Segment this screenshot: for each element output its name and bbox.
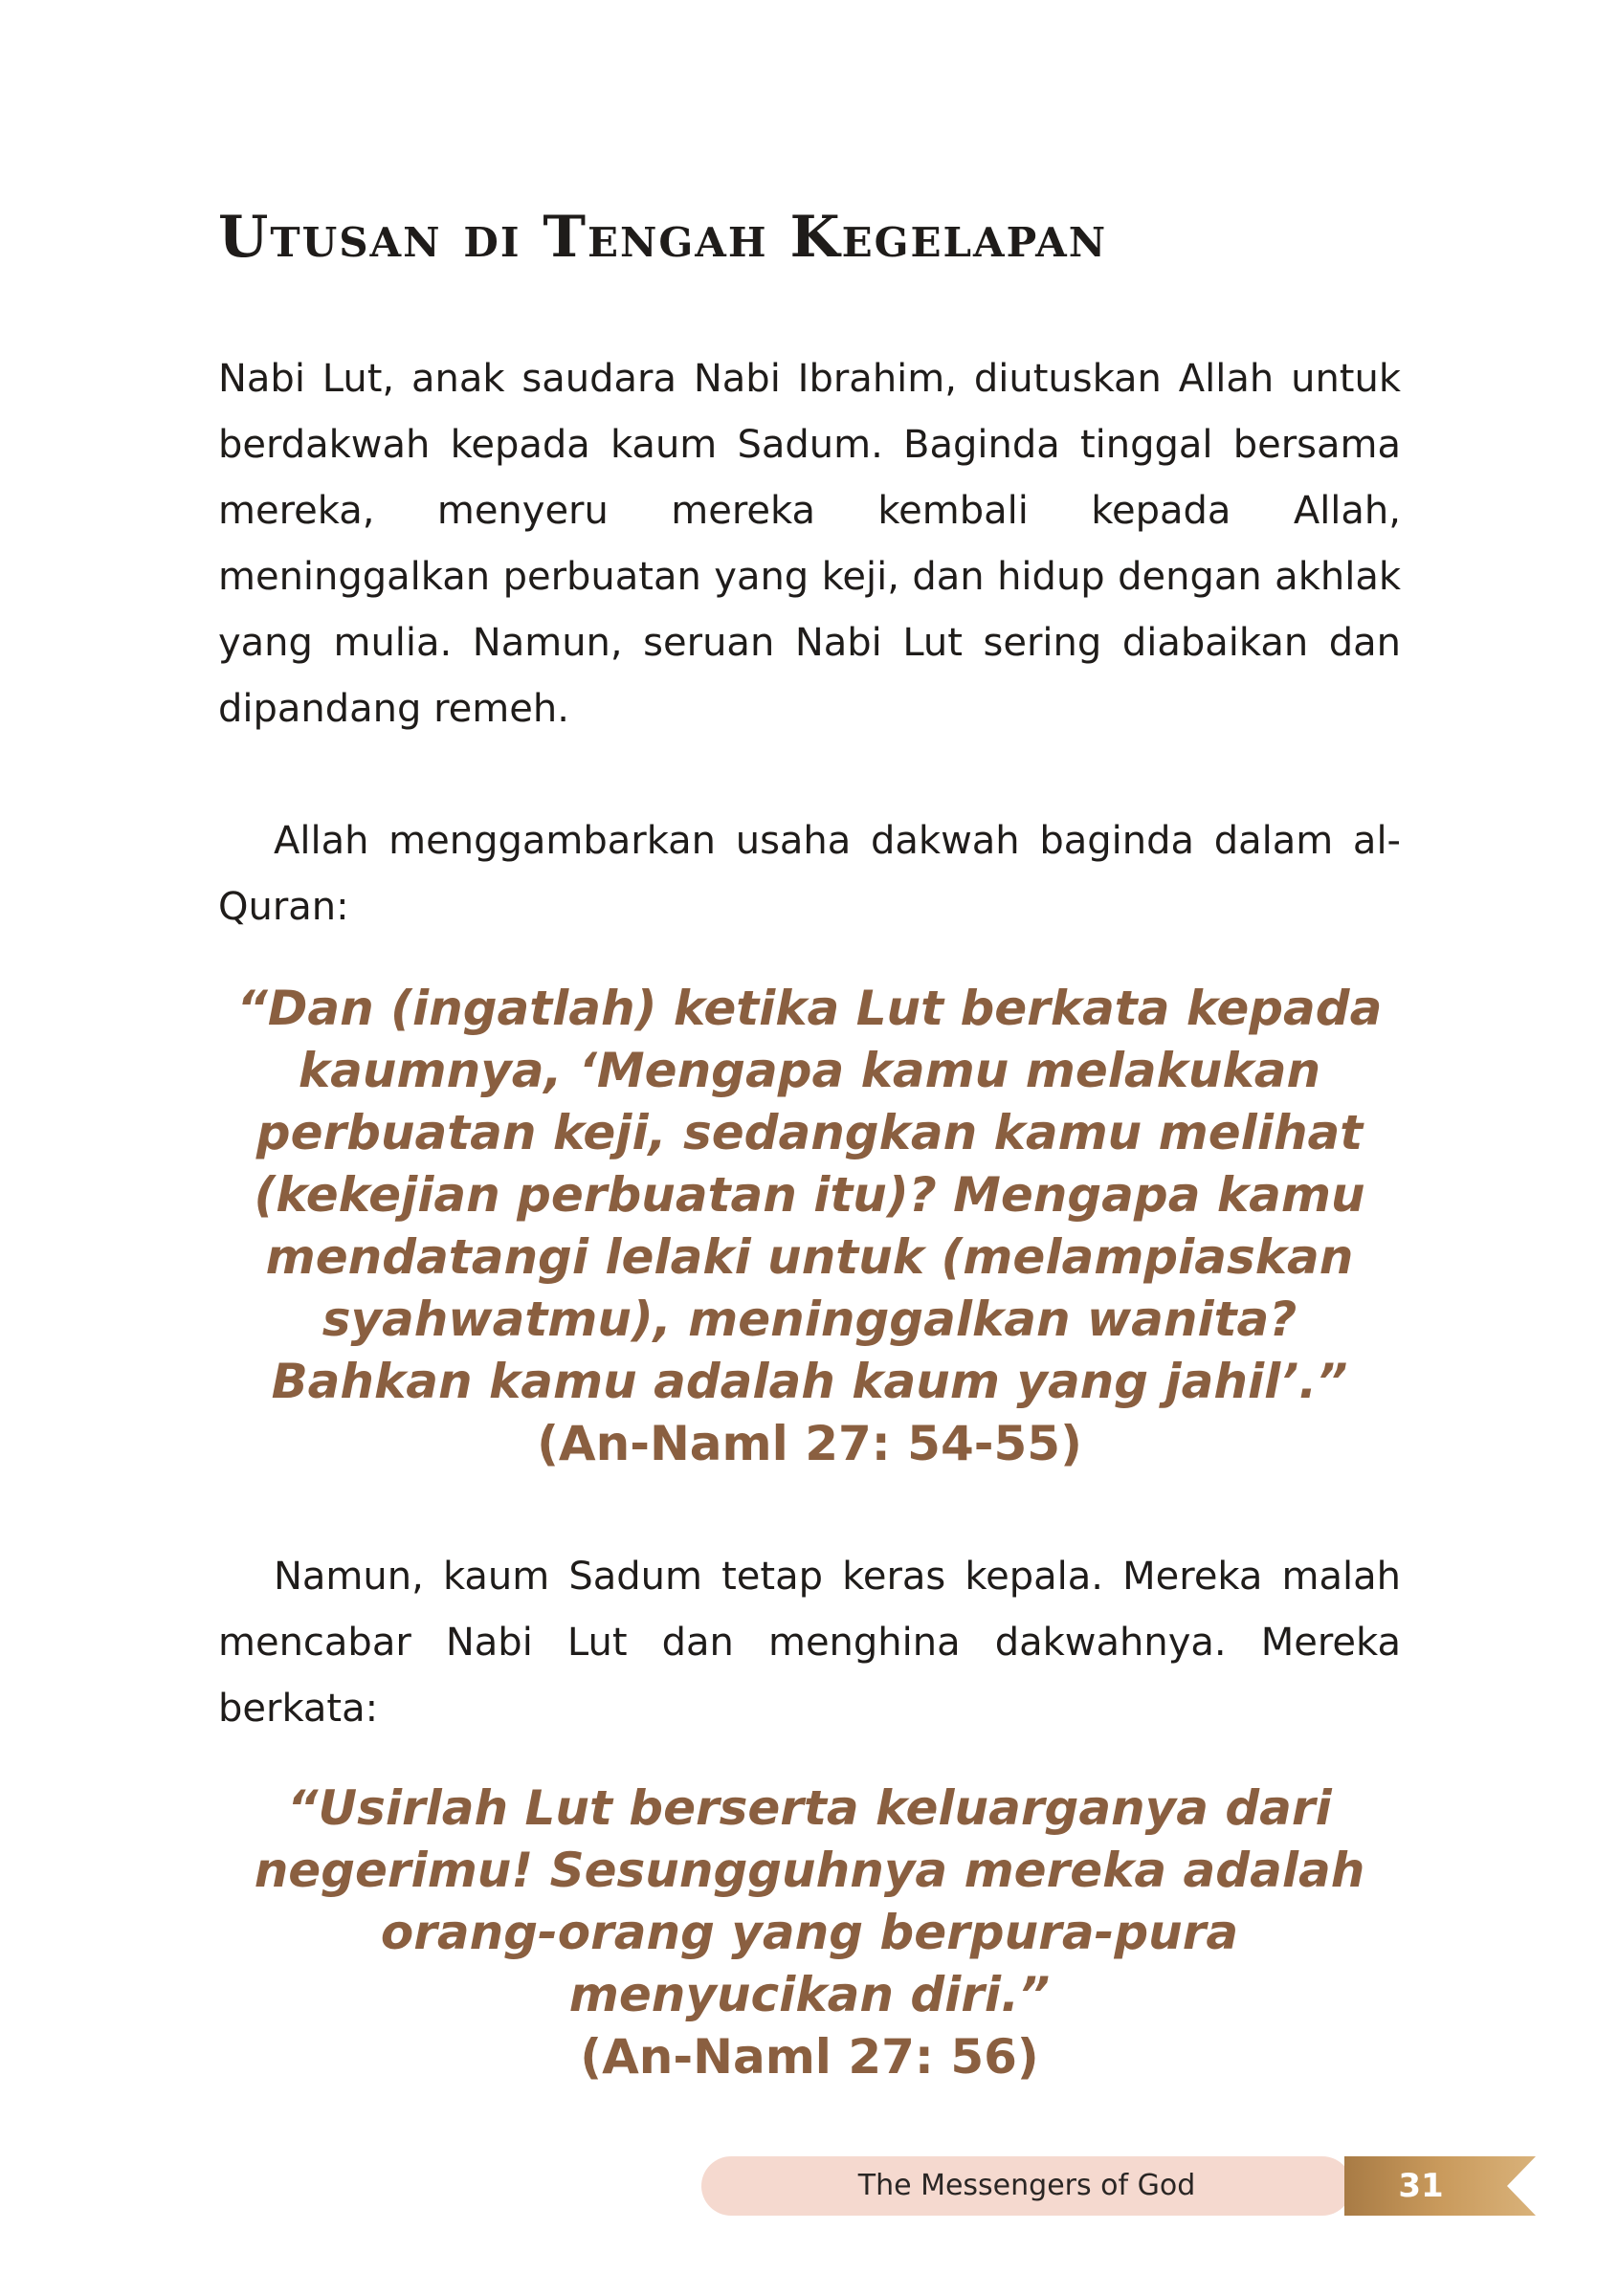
quote-text: “Dan (ingatlah) ketika Lut berkata kepada kaumnya, ‘Mengapa kamu melakukan perbuatan keji, sedangkan kamu melihat (kekejian perbuatan itu)? Mengapa kamu mendatangi lelaki untuk (melampiaskan syahwatmu), meninggalkan wanita? Bahkan kamu adalah kaum yang jahil’.” — [236, 981, 1383, 1409]
quote-reference: (An-Naml 27: 54-55) — [537, 1416, 1082, 1471]
quran-quote-1 — [218, 978, 1401, 1475]
paragraph-response: Namun, kaum Sadum tetap keras kepala. Mereka malah mencabar Nabi Lut dan menghina dakwahnya. Mereka berkata: — [218, 1555, 1401, 1731]
footer-book-title: The Messengers of God — [857, 2169, 1196, 2202]
paragraph-intro: Nabi Lut, anak saudara Nabi Ibrahim, diutuskan Allah untuk berdakwah kepada kaum Sadum. Baginda tinggal bersama mereka, menyeru mereka kembali kepada Allah, meninggalkan perbuatan yang keji, dan hidup dengan akhlak yang mulia. Namun, seruan Nabi Lut sering diabaikan dan dipandang remeh. — [218, 357, 1401, 731]
quran-quote-2 — [218, 1777, 1401, 2088]
quote-reference: (An-Naml 27: 56) — [580, 2029, 1039, 2085]
page-number: 31 — [1398, 2167, 1444, 2205]
quote-text: “Usirlah Lut berserta keluarganya dari negerimu! Sesungguhnya mereka adalah orang-orang yang berpura-pura menyucikan diri.” — [254, 1780, 1365, 2022]
chapter-title: Utusan di Tengah Kegelapan — [218, 204, 1108, 271]
paragraph-quran-intro: Allah menggambarkan usaha dakwah baginda dalam al-Quran: — [218, 819, 1401, 929]
